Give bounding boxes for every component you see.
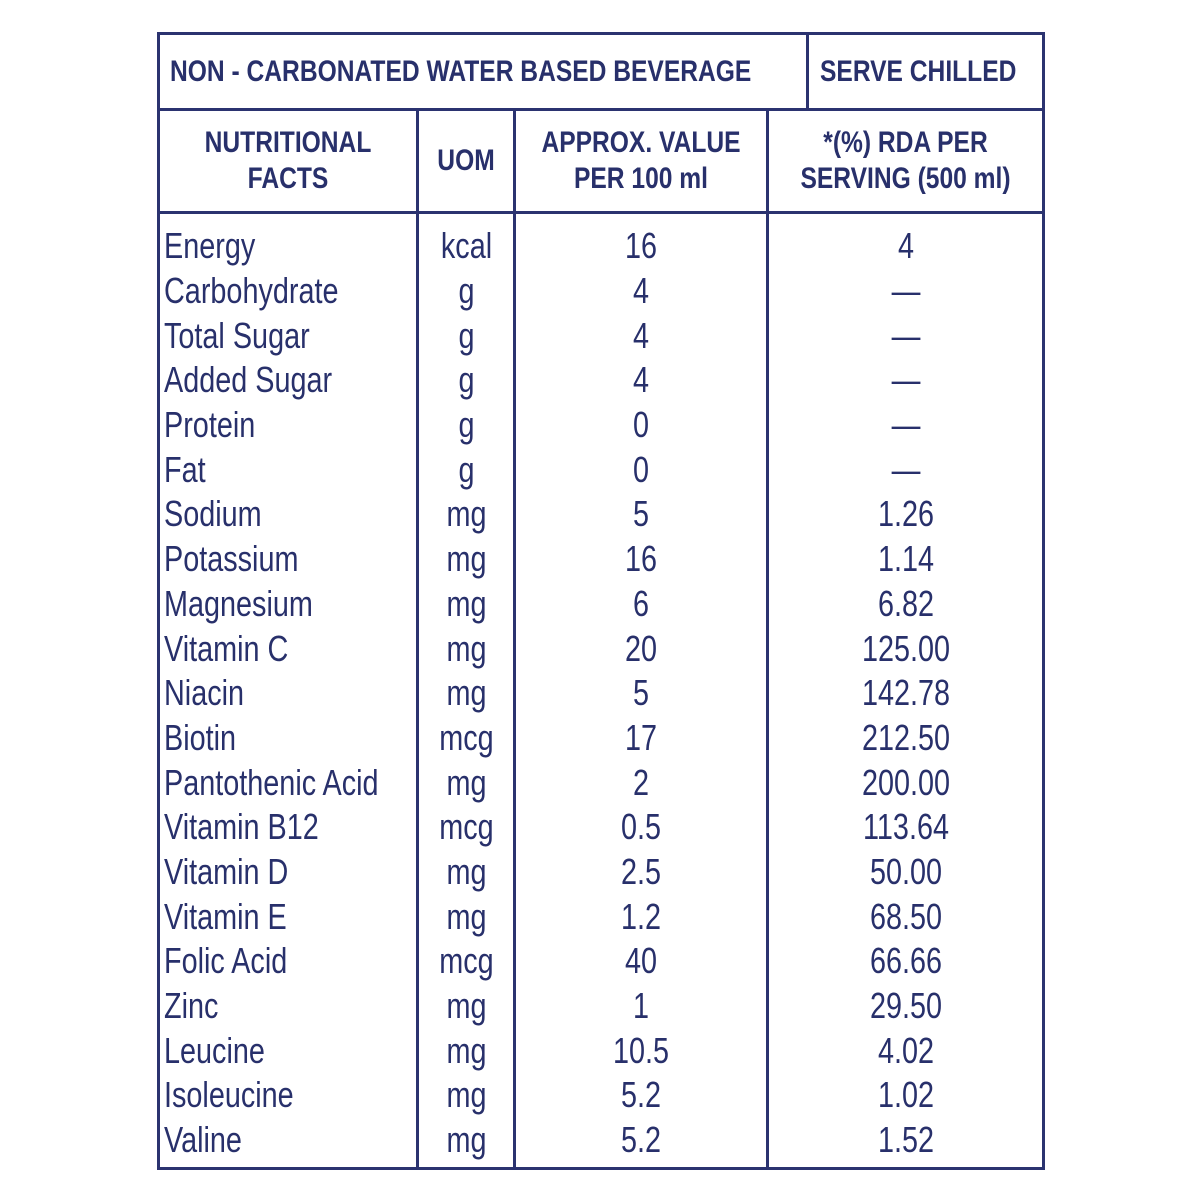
nutrient-value: 5.2 (620, 1074, 662, 1116)
header-uom: UOM (437, 144, 495, 177)
nutrient-rda: — (891, 448, 921, 490)
header-rda: *(%) RDA PER SERVING (500 ml) (800, 126, 1011, 195)
nutrient-rda: 1.02 (877, 1074, 935, 1116)
nutrient-uom: mg (446, 895, 487, 937)
nutrient-value: 10.5 (612, 1029, 670, 1071)
table-row (160, 537, 1042, 582)
nutrient-uom: mg (446, 761, 487, 803)
table-row (160, 626, 1042, 671)
nutrient-rda: 4.02 (877, 1029, 935, 1071)
nutrient-uom: mg (446, 985, 487, 1027)
nutrient-value: 40 (624, 940, 658, 982)
table-row (160, 760, 1042, 805)
nutrient-rda: — (891, 359, 921, 401)
nutrient-uom: g (458, 448, 475, 490)
nutrient-value: 4 (632, 314, 650, 356)
nutrient-name: Leucine (164, 1029, 265, 1071)
table-row (160, 939, 1042, 984)
nutrient-name: Potassium (164, 538, 299, 580)
nutrient-name: Vitamin C (164, 627, 289, 669)
nutrient-value: 1 (632, 985, 650, 1027)
table-row (160, 582, 1042, 627)
nutrient-value: 16 (624, 538, 658, 580)
nutrient-uom: mcg (439, 940, 494, 982)
nutrient-name: Protein (164, 404, 256, 446)
nutrient-value: 6 (632, 582, 650, 624)
nutrient-name: Zinc (164, 985, 219, 1027)
divider (160, 211, 1042, 214)
nutrient-uom: g (458, 404, 475, 446)
nutrient-name: Pantothenic Acid (164, 761, 379, 803)
nutrient-uom: g (458, 359, 475, 401)
nutrient-rda: 200.00 (861, 761, 951, 803)
nutrient-uom: kcal (440, 225, 493, 267)
header-nutritional-facts: NUTRITIONAL FACTS (204, 126, 372, 195)
table-row (160, 984, 1042, 1029)
beverage-title: NON - CARBONATED WATER BASED BEVERAGE (170, 54, 752, 88)
nutrient-name: Sodium (164, 493, 262, 535)
table-row (160, 313, 1042, 358)
nutrient-value: 5 (632, 493, 650, 535)
nutrient-rda: 68.50 (869, 895, 943, 937)
nutrient-rda: 29.50 (869, 985, 943, 1027)
nutrient-rda: — (891, 314, 921, 356)
header-approx-value: APPROX. VALUE PER 100 ml (541, 126, 741, 195)
nutrient-name: Vitamin B12 (164, 806, 319, 848)
nutrient-uom: mg (446, 850, 487, 892)
nutrient-value: 17 (624, 716, 658, 758)
nutrient-rda: 50.00 (869, 850, 943, 892)
nutrient-uom: mg (446, 1074, 487, 1116)
nutrient-name: Fat (164, 448, 206, 490)
nutrient-uom: mg (446, 1119, 487, 1161)
nutrient-value: 0.5 (620, 806, 662, 848)
nutrient-name: Folic Acid (164, 940, 288, 982)
divider (806, 35, 809, 108)
table-row (160, 1118, 1042, 1163)
table-row (160, 894, 1042, 939)
nutrient-name: Energy (164, 225, 256, 267)
nutrient-name: Niacin (164, 672, 245, 714)
nutrient-name: Isoleucine (164, 1074, 294, 1116)
table-row (160, 492, 1042, 537)
nutrient-name: Vitamin D (164, 850, 289, 892)
nutrient-value: 0 (632, 448, 650, 490)
nutrient-value: 1.2 (620, 895, 662, 937)
nutrient-rda: — (891, 270, 921, 312)
table-row (160, 403, 1042, 448)
nutrient-name: Vitamin E (164, 895, 287, 937)
nutrient-rda: 66.66 (869, 940, 943, 982)
nutrient-uom: mg (446, 1029, 487, 1071)
nutrition-rows (160, 224, 1042, 1162)
nutrient-rda: 125.00 (861, 627, 951, 669)
nutrient-name: Total Sugar (164, 314, 310, 356)
nutrient-name: Added Sugar (164, 359, 333, 401)
nutrient-rda: 113.64 (863, 806, 949, 848)
nutrient-rda: 1.52 (877, 1119, 935, 1161)
table-row (160, 716, 1042, 761)
nutrient-uom: g (458, 270, 475, 312)
nutrient-value: 5 (632, 672, 650, 714)
table-row (160, 850, 1042, 895)
nutrient-name: Biotin (164, 716, 237, 758)
nutrient-rda: 212.50 (861, 716, 951, 758)
nutrient-name: Carbohydrate (164, 270, 339, 312)
table-row (160, 1073, 1042, 1118)
table-row (160, 805, 1042, 850)
table-row (160, 671, 1042, 716)
nutrient-uom: mcg (439, 716, 494, 758)
nutrient-value: 4 (632, 270, 650, 312)
nutrient-value: 5.2 (620, 1119, 662, 1161)
nutrient-uom: mg (446, 538, 487, 580)
nutrient-uom: mg (446, 672, 487, 714)
nutrient-rda: — (891, 404, 921, 446)
nutrient-rda: 1.26 (877, 493, 935, 535)
nutrient-rda: 4 (897, 225, 915, 267)
serve-note: SERVE CHILLED (820, 54, 1017, 88)
table-row (160, 447, 1042, 492)
nutrient-uom: mcg (439, 806, 494, 848)
nutrient-value: 16 (624, 225, 658, 267)
table-row (160, 358, 1042, 403)
nutrient-uom: g (458, 314, 475, 356)
table-row (160, 224, 1042, 269)
nutrient-value: 2 (632, 761, 650, 803)
nutrient-name: Magnesium (164, 582, 313, 624)
nutrient-rda: 142.78 (861, 672, 951, 714)
table-row (160, 1028, 1042, 1073)
nutrient-value: 4 (632, 359, 650, 401)
nutrient-rda: 6.82 (877, 582, 935, 624)
nutrient-value: 0 (632, 404, 650, 446)
nutrition-label (157, 32, 1045, 1170)
table-row (160, 269, 1042, 314)
nutrient-uom: mg (446, 493, 487, 535)
nutrient-rda: 1.14 (877, 538, 935, 580)
nutrient-name: Valine (164, 1119, 242, 1161)
nutrient-value: 2.5 (620, 850, 662, 892)
nutrient-uom: mg (446, 627, 487, 669)
nutrient-uom: mg (446, 582, 487, 624)
nutrient-value: 20 (624, 627, 658, 669)
